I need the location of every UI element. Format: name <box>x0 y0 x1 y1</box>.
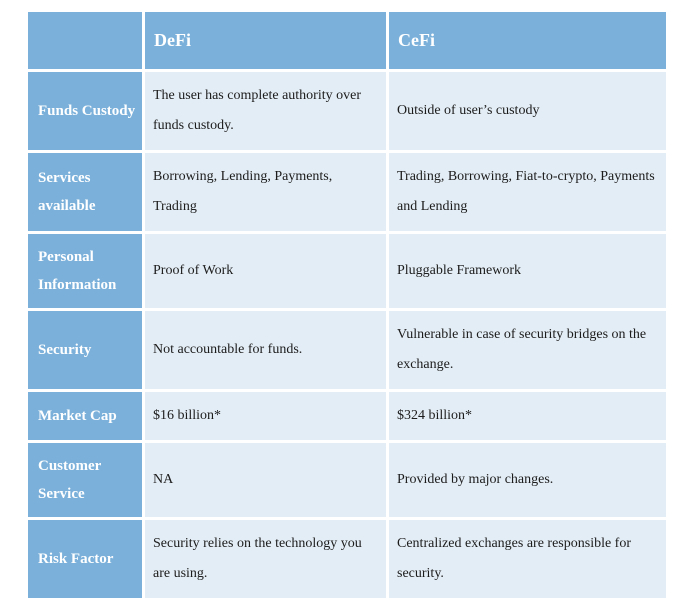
row-label-risk-factor: Risk Factor <box>28 520 142 598</box>
cell-defi-funds-custody: The user has complete authority over funds custody. <box>145 72 386 150</box>
cell-cefi-security: Vulnerable in case of security bridges on the exchange. <box>389 311 666 389</box>
row-label-personal-information: Personal Information <box>28 234 142 308</box>
cell-cefi-funds-custody: Outside of user’s custody <box>389 72 666 150</box>
cell-cefi-risk-factor: Centralized exchanges are responsible for security. <box>389 520 666 598</box>
cell-cefi-market-cap: $324 billion* <box>389 392 666 440</box>
row-label-services-available: Services available <box>28 153 142 231</box>
row-label-customer-service: Customer Service <box>28 443 142 517</box>
row-label-market-cap: Market Cap <box>28 392 142 440</box>
cell-cefi-personal-information: Pluggable Framework <box>389 234 666 308</box>
cell-cefi-services-available: Trading, Borrowing, Fiat-to-crypto, Payments and Lending <box>389 153 666 231</box>
defi-cefi-comparison-table <box>28 12 666 598</box>
column-header-defi: DeFi <box>145 12 386 69</box>
row-label-funds-custody: Funds Custody <box>28 72 142 150</box>
cell-defi-customer-service: NA <box>145 443 386 517</box>
cell-defi-risk-factor: Security relies on the technology you are using. <box>145 520 386 598</box>
cell-cefi-customer-service: Provided by major changes. <box>389 443 666 517</box>
cell-defi-market-cap: $16 billion* <box>145 392 386 440</box>
row-label-security: Security <box>28 311 142 389</box>
corner-cell <box>28 12 142 69</box>
cell-defi-services-available: Borrowing, Lending, Payments, Trading <box>145 153 386 231</box>
cell-defi-personal-information: Proof of Work <box>145 234 386 308</box>
cell-defi-security: Not accountable for funds. <box>145 311 386 389</box>
column-header-cefi: CeFi <box>389 12 666 69</box>
